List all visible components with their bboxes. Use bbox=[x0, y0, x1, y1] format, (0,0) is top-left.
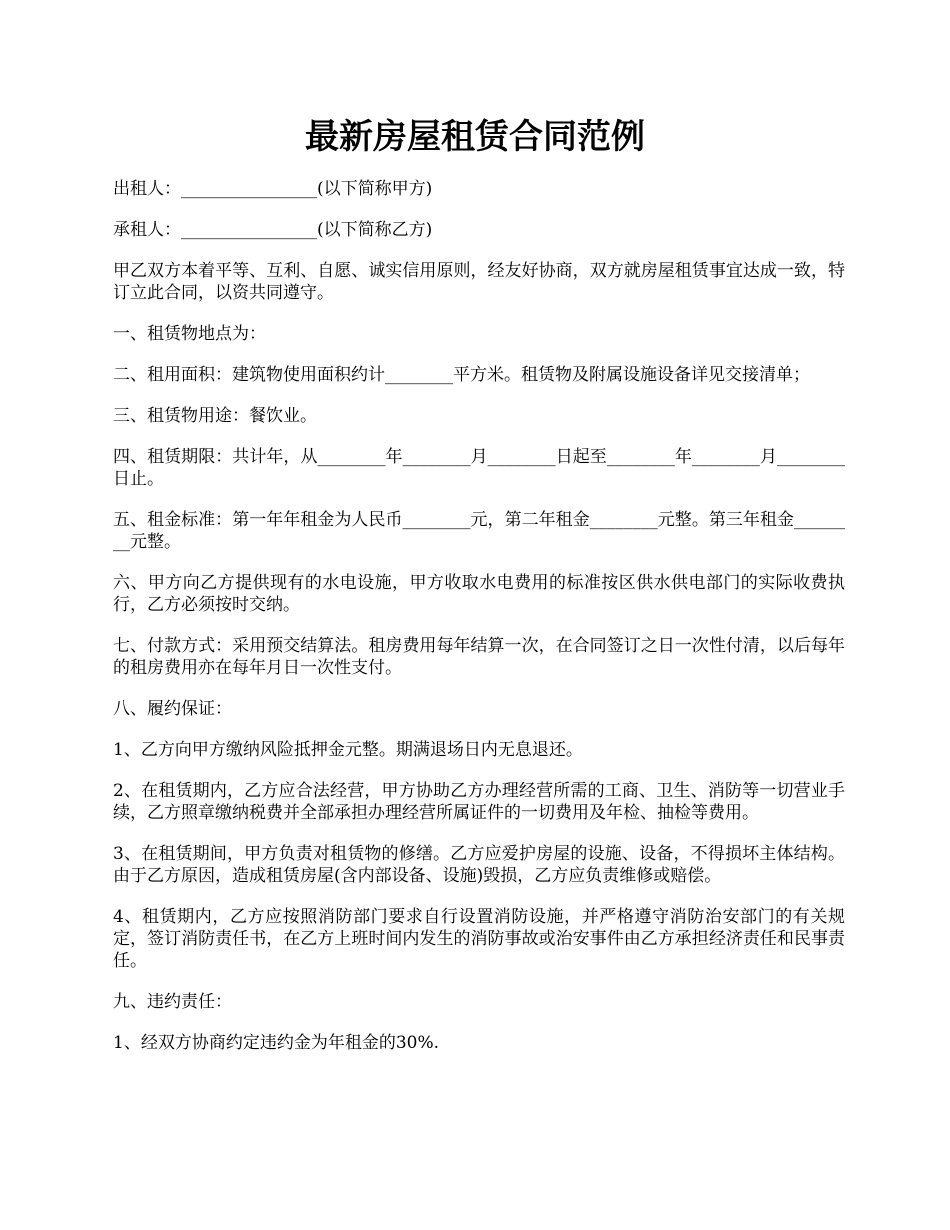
clause-1-location: 一、租赁物地点为： bbox=[113, 324, 266, 344]
clause-7-payment: 七、付款方式：采用预交结算法。租房费用每年结算一次，在合同签订之日一次性付清，以后每年的租房费用亦在每年月日一次性支付。 bbox=[113, 636, 845, 678]
clause-9-item-1: 1、经双方协商约定违约金为年租金的30%. bbox=[113, 1033, 440, 1053]
clause-9-heading: 九、违约责任： bbox=[113, 992, 232, 1012]
clause-8-item-4: 4、租赁期内，乙方应按照消防部门要求自行设置消防设施，并严格遵守消防治安部门的有关规定，签订消防责任书，在乙方上班时间内发生的消防事故或治安事件由乙方承担经济责任和民事责任。 bbox=[113, 907, 845, 971]
lessor-line: 出租人：________________(以下简称甲方) bbox=[113, 179, 433, 199]
clause-4-term: 四、租赁期限：共计年，从________年________月________日起至________年________月________日止。 bbox=[113, 447, 845, 489]
lessee-line: 承租人：________________(以下简称乙方) bbox=[113, 220, 433, 240]
clause-8-item-3: 3、在租赁期间，甲方负责对租赁物的修缮。乙方应爱护房屋的设施、设备，不得损坏主体结构。由于乙方原因，造成租赁房屋(含内部设备、设施)毁损，乙方应负责维修或赔偿。 bbox=[113, 844, 845, 886]
clause-5-rent: 五、租金标准：第一年年租金为人民币________元，第二年租金________元整。第三年租金________元整。 bbox=[113, 510, 845, 552]
clause-8-item-1: 1、乙方向甲方缴纳风险抵押金元整。期满退场日内无息退还。 bbox=[113, 740, 583, 760]
preamble-paragraph: 甲乙双方本着平等、互利、自愿、诚实信用原则，经友好协商，双方就房屋租赁事宜达成一致，特订立此合同，以资共同遵守。 bbox=[113, 261, 845, 303]
clause-6-utilities: 六、甲方向乙方提供现有的水电设施，甲方收取水电费用的标准按区供水供电部门的实际收费执行，乙方必须按时交纳。 bbox=[113, 573, 845, 615]
document-body bbox=[113, 178, 845, 1073]
clause-2-area: 二、租用面积：建筑物使用面积约计________平方米。租赁物及附属设施设备详见交接清单； bbox=[113, 365, 810, 385]
document-title: 最新房屋租赁合同范例 bbox=[305, 117, 645, 157]
clause-8-item-2: 2、在租赁期内，乙方应合法经营，甲方协助乙方办理经营所需的工商、卫生、消防等一切营业手续，乙方照章缴纳税费并全部承担办理经营所属证件的一切费用及年检、抽检等费用。 bbox=[113, 781, 845, 823]
clause-3-purpose: 三、租赁物用途：餐饮业。 bbox=[113, 406, 317, 426]
clause-8-heading: 八、履约保证： bbox=[113, 699, 232, 719]
